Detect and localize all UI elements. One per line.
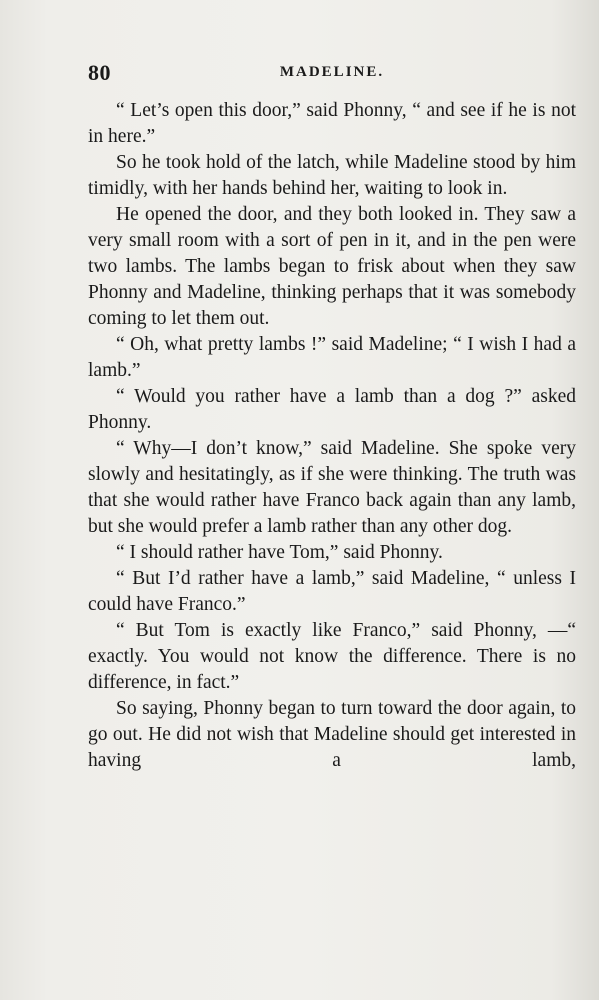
page-number: 80 xyxy=(88,60,111,85)
paragraph: He opened the door, and they both looked in. They saw a very small room with a sort of pen in it, and in the pen were two lambs. The lambs began to frisk about when they saw Phonny and Madeline, thinking perhaps that it was somebody coming to let them out. xyxy=(88,204,576,329)
paragraph: So he took hold of the latch, while Madeline stood by him timidly, with her hands behind her, waiting to look in. xyxy=(88,152,576,199)
paragraph: “ But I’d rather have a lamb,” said Madeline, “ unless I could have Franco.” xyxy=(88,568,576,615)
paragraph: “ I should rather have Tom,” said Phonny. xyxy=(116,542,443,563)
running-title: MADELINE. xyxy=(279,64,385,80)
paragraph: So saying, Phonny began to turn toward the door again, to go out. He did not wish that Madeline should get interested in having a lamb, xyxy=(88,698,576,771)
paragraph: “ But Tom is exactly like Franco,” said Phonny, —“ exactly. You would not know the difference. There is no difference, in fact.” xyxy=(88,620,576,693)
body-text xyxy=(88,98,576,774)
paragraph: “ Would you rather have a lamb than a dog ?” asked Phonny. xyxy=(88,386,576,433)
page-header xyxy=(88,60,576,90)
paragraph: “ Let’s open this door,” said Phonny, “ and see if he is not in here.” xyxy=(88,100,576,147)
paragraph: “ Oh, what pretty lambs !” said Madeline; “ I wish I had a lamb.” xyxy=(88,334,576,381)
paragraph: “ Why—I don’t know,” said Madeline. She spoke very slowly and hesitatingly, as if she were thinking. The truth was that she would rather have Franco back again than any lamb, but she would prefer a lamb rather than any other dog. xyxy=(88,438,576,537)
